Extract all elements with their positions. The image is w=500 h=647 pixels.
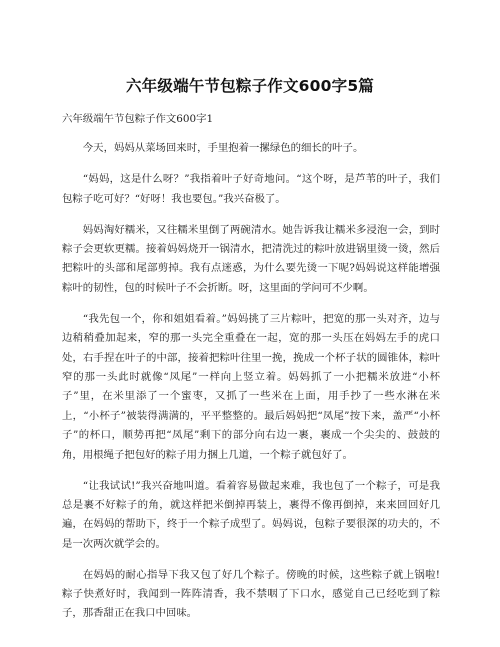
paragraph-6: 在妈妈的耐心指导下我又包了好几个粽子。傍晚的时候，这些粽子就上锅啦!粽子快煮好时，我闻到一阵阵清香，我不禁咽了下口水，感觉自己已经吃到了粽子，那香甜正在我口中回味。 xyxy=(62,568,440,620)
paragraph-3: 妈妈淘好糯米，又往糯米里倒了两碗清水。她告诉我让糯米多浸泡一会，到时粽子会更软更糯。接着妈妈烧开一锅清水，把清洗过的粽叶放进锅里烫一烫，然后把粽叶的头部和尾部剪掉。我有点迷惑，为什么要先烫一下呢?妈妈说这样能增强粽叶的韧性，包的时候叶子不会折断。呀，这里面的学问可不少啊。 xyxy=(62,223,440,294)
document-title: 六年级端午节包粽子作文600字5篇 xyxy=(125,77,375,95)
paragraph-4: “我先包一个，你和姐姐看着。”妈妈挑了三片粽叶，把宽的那一头对齐，边与边稍稍叠加起来，窄的那一头完全重叠在一起，宽的那一头压在妈妈左手的虎口处，右手捏在叶子的中部，接着把粽叶往里一挽，挽成一个杯子状的圆锥体，粽叶窄的那一头此时就像“凤尾”一样向上竖立着。妈妈抓了一小把糯米放进“小杯子”里，在米里添了一个蜜枣，又抓了一些米在上面，用手抄了一些水淋在米上，“小杯子”被装得满满的，平平整整的。最后妈妈把“凤尾”按下来，盖严“小杯子”的杯口，顺势再把“凤尾”剩下的部分向右边一裹，裹成一个尖尖的、鼓鼓的角，用根绳子把包好的粽子用力捆上几道，一个粽子就包好了。 xyxy=(62,312,440,461)
paragraph-5: “让我试试!”我兴奋地叫道。看着容易做起来难，我也包了一个粽子，可是我总是裹不好粽子的角，就这样把米倒掉再装上，裹得不像再倒掉，来来回回好几遍，在妈妈的帮助下，终于一个粽子成型了。妈妈说，包粽子要很深的功夫的，不是一次两次就学会的。 xyxy=(62,479,440,550)
paragraph-2: “妈妈，这是什么呀？”我指着叶子好奇地问。“这个呀，是芦苇的叶子，我们包粽子吃可好？“好呀！我也要包。”我兴奋极了。 xyxy=(62,173,440,205)
document-body xyxy=(62,110,440,635)
paragraph-1: 今天，妈妈从菜场回来时，手里抱着一摞绿色的细长的叶子。 xyxy=(82,142,364,155)
section-heading: 六年级端午节包粽子作文600字1 xyxy=(62,113,214,125)
